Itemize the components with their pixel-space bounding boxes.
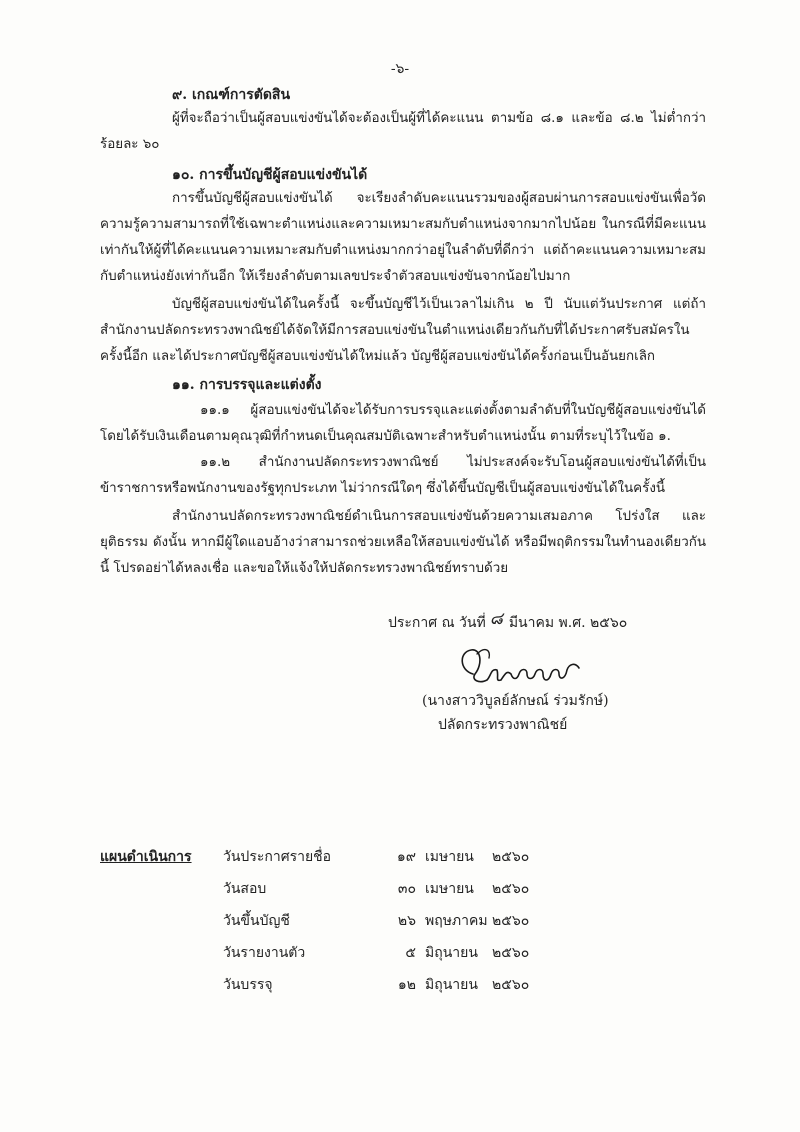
- schedule-event: วันรายงานตัว: [223, 945, 306, 961]
- section-11-item-1: ๑๑.๑ ผู้สอบแข่งขันได้จะได้รับการบรรจุและแต่งตั้งตามลำดับที่ในบัญชีผู้สอบแข่งขันได้ โดยได้รับเงินเดือนตามคุณวุฒิที่กำหนดเป็นคุณสมบัติเฉพาะสำหรับตำแหน่งนั้น ตามที่ระบุไว้ในข้อ ๑.: [100, 403, 706, 444]
- schedule-year: ๒๕๖๐: [492, 849, 530, 865]
- schedule-row: [0, 974, 800, 1004]
- schedule-month: เมษายน: [425, 849, 474, 865]
- schedule-month: มิถุนายน: [425, 977, 478, 993]
- schedule-row: [0, 846, 800, 876]
- schedule-day: ๒๖: [397, 913, 416, 929]
- schedule-row: [0, 878, 800, 908]
- schedule-day: ๑๒: [397, 977, 416, 993]
- schedule-year: ๒๕๖๐: [492, 913, 530, 929]
- signatory-name: (นางสาววิบูลย์ลักษณ์ ร่วมรักษ์): [422, 693, 609, 709]
- schedule-day: ๑๙: [396, 849, 416, 865]
- schedule-year: ๒๕๖๐: [492, 977, 530, 993]
- section-10-heading: ๑๐. การขึ้นบัญชีผู้สอบแข่งขันได้: [172, 167, 368, 183]
- handwritten-signature: [455, 640, 585, 690]
- schedule-day: ๕: [405, 945, 416, 961]
- signatory-position: ปลัดกระทรวงพาณิชย์: [438, 717, 568, 733]
- section-10-paragraph-2: บัญชีผู้สอบแข่งขันได้ในครั้งนี้ จะขึ้นบัญชีไว้เป็นเวลาไม่เกิน ๒ ปี นับแต่วันประกาศ แต่ถ้าสำนักงานปลัดกระทรวงพาณิชย์ได้จัดให้มีการสอบแข่งขันในตำแหน่งเดียวกันกับที่ได้ประกาศรับสมัครในครั้งนี้อีก และได้ประกาศบัญชีผู้สอบแข่งขันได้ใหม่แล้ว บัญชีผู้สอบแข่งขันได้ครั้งก่อนเป็นอันยกเลิก: [100, 297, 706, 364]
- schedule-month: มิถุนายน: [425, 945, 478, 961]
- section-11-heading: ๑๑. การบรรจุและแต่งตั้ง: [172, 377, 322, 393]
- closing-paragraph: สำนักงานปลัดกระทรวงพาณิชย์ดำเนินการสอบแข่งขันด้วยความเสมอภาค โปร่งใส และยุติธรรม ดังนั้น หากมีผู้ใดแอบอ้างว่าสามารถช่วยเหลือให้สอบแข่งขันได้ หรือมีพฤติกรรมในทำนองเดียวกันนี้ โปรดอย่าได้หลงเชื่อ และขอให้แจ้งให้ปลัดกระทรวงพาณิชย์ทราบด้วย: [100, 509, 706, 576]
- section-9-body: ผู้ที่จะถือว่าเป็นผู้สอบแข่งขันได้จะต้องเป็นผู้ที่ได้คะแนน ตามข้อ ๘.๑ และข้อ ๘.๒ ไม่ต่ำกว่าร้อยละ ๖๐: [100, 111, 706, 152]
- schedule-event: วันบรรจุ: [223, 977, 273, 993]
- schedule-year: ๒๕๖๐: [492, 881, 530, 897]
- section-10-paragraph-1: การขึ้นบัญชีผู้สอบแข่งขันได้ จะเรียงลำดับคะแนนรวมของผู้สอบผ่านการสอบแข่งขันเพื่อวัดความรู้ความสามารถที่ใช้เฉพาะตำแหน่งและความเหมาะสมกับตำแหน่งจากมากไปน้อย ในกรณีที่มีคะแนนเท่ากันให้ผู้ที่ได้คะแนนความเหมาะสมกับตำแหน่งมากกว่าอยู่ในลำดับที่ดีกว่า แต่ถ้าคะแนนความเหมาะสมกับตำแหน่งยังเท่ากันอีก ให้เรียงลำดับตามเลขประจำตัวสอบแข่งขันจากน้อยไปมาก: [100, 191, 706, 284]
- schedule-event: วันสอบ: [223, 881, 267, 897]
- section-9-heading: ๙. เกณฑ์การตัดสิน: [172, 87, 291, 103]
- schedule-event: วันประกาศรายชื่อ: [223, 849, 332, 865]
- schedule-month: เมษายน: [425, 881, 474, 897]
- announcement-month-year: มีนาคม พ.ศ. ๒๕๖๐: [508, 615, 628, 631]
- schedule-event: วันขึ้นบัญชี: [223, 913, 290, 929]
- schedule-row: [0, 942, 800, 972]
- schedule-month: พฤษภาคม: [425, 913, 488, 929]
- schedule-day: ๓๐: [397, 881, 416, 897]
- schedule-year: ๒๕๖๐: [492, 945, 530, 961]
- schedule-title: แผนดำเนินการ: [100, 849, 192, 865]
- section-11-item-2: ๑๑.๒ สำนักงานปลัดกระทรวงพาณิชย์ ไม่ประสงค์จะรับโอนผู้สอบแข่งขันได้ที่เป็นข้าราชการหรือพนักงานของรัฐทุกประเภท ไม่ว่ากรณีใดๆ ซึ่งได้ขึ้นบัญชีเป็นผู้สอบแข่งขันได้ในครั้งนี้: [100, 455, 706, 496]
- announcement-day: ๘: [489, 609, 503, 629]
- page-number: -๖-: [390, 61, 410, 77]
- announcement-date: [388, 608, 627, 635]
- announcement-prefix: ประกาศ ณ วันที่: [388, 615, 486, 631]
- schedule-row: [0, 910, 800, 940]
